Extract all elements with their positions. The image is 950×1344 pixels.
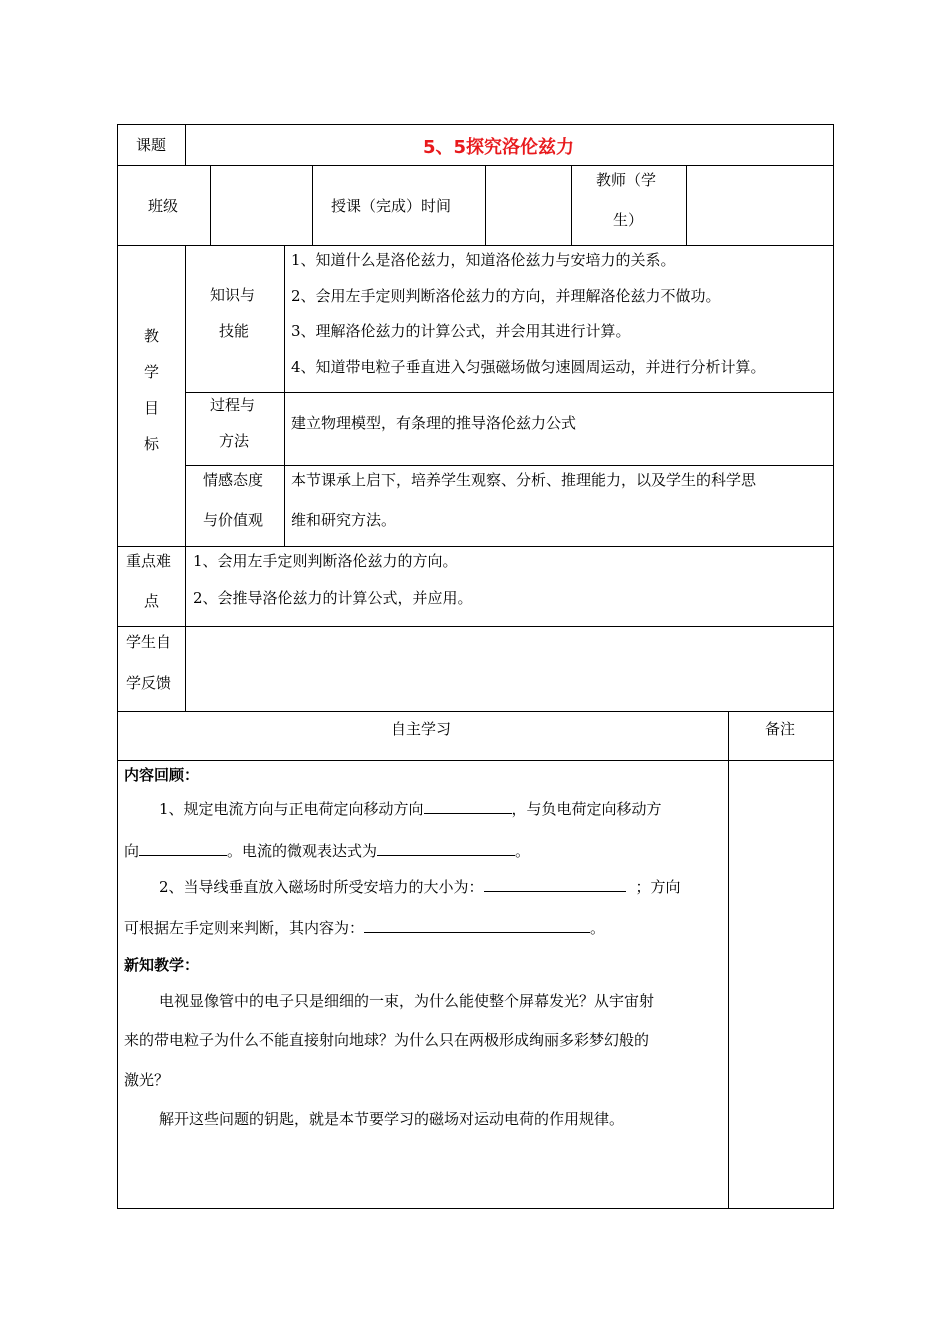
intro-paragraph-line: 电视显像管中的电子只是细细的一束，为什么能使整个屏幕发光？从宇宙射 [159,992,655,1010]
time-label: 授课（完成）时间 [331,197,452,215]
emotion-text-cont: 维和研究方法。 [291,511,397,529]
row-line [117,711,834,712]
teacher-label-cont: 生） [613,211,644,229]
class-label: 班级 [148,197,179,215]
row-line [117,626,834,627]
question-text: ，与负电荷定向移动方 [511,800,662,818]
answer-blank [377,841,515,856]
intro-paragraph-line: 激光？ [124,1071,170,1089]
process-label: 过程与 [210,396,256,414]
knowledge-item: 4、知道带电粒子垂直进入匀强磁场做匀速圆周运动，并进行分析计算。 [291,358,766,376]
emotion-text: 本节课承上启下，培养学生观察、分析、推理能力，以及学生的科学思 [291,471,757,489]
col-line [185,245,186,711]
question-text: 。电流的微观表达式为 [227,842,378,860]
row-line [117,165,834,166]
question-text: 向 [124,842,140,860]
key-points-label: 重点难 [126,552,172,570]
emotion-label: 情感态度 [203,471,264,489]
knowledge-item: 3、理解洛伦兹力的计算公式，并会用其进行计算。 [291,322,631,340]
process-text: 建立物理模型，有条理的推导洛伦兹力公式 [291,414,577,432]
question-2-line-2 [124,918,605,938]
page-title: 5、5探究洛伦兹力 [423,137,575,158]
objectives-label-char: 教 [144,327,160,345]
objectives-label-char: 目 [144,399,160,417]
answer-blank [424,799,512,814]
feedback-label: 学生自 [126,633,172,651]
review-heading: 内容回顾： [124,766,200,784]
process-label-cont: 方法 [219,432,250,450]
study-header: 自主学习 [391,720,452,738]
feedback-label-cont: 学反馈 [126,674,172,692]
col-line [312,165,313,246]
key-point-item: 1、会用左手定则判断洛伦兹力的方向。 [193,552,458,570]
col-line [686,165,687,246]
question-text: 1、规定电流方向与正电荷定向移动方向 [159,800,424,818]
col-line [210,165,211,246]
answer-blank [484,877,626,892]
question-text: 。 [590,919,606,937]
topic-label: 课题 [136,136,167,154]
row-line [185,465,834,466]
objectives-label-char: 学 [144,363,160,381]
key-point-item: 2、会推导洛伦兹力的计算公式，并应用。 [193,589,473,607]
col-line [284,245,285,547]
answer-blank [364,918,590,933]
knowledge-label: 知识与 [210,286,256,304]
col-line [571,165,572,246]
key-points-label-cont: 点 [144,592,160,610]
key-paragraph: 解开这些问题的钥匙，就是本节要学习的磁场对运动电荷的作用规律。 [159,1110,625,1128]
border-left [117,124,118,1209]
knowledge-item: 1、知道什么是洛伦兹力，知道洛伦兹力与安培力的关系。 [291,251,676,269]
question-1-line-2 [124,841,530,861]
question-2-line-1 [159,877,681,897]
teacher-label: 教师（学 [596,171,657,189]
emotion-label-cont: 与价值观 [203,511,264,529]
intro-paragraph-line: 来的带电粒子为什么不能直接射向地球？为什么只在两极形成绚丽多彩梦幻般的 [124,1031,650,1049]
answer-blank [139,841,227,856]
row-line [117,245,834,246]
question-text: 。 [515,842,531,860]
notes-header: 备注 [765,720,796,738]
objectives-label-char: 标 [144,435,160,453]
border-right [833,124,834,1209]
question-text: 2、当导线垂直放入磁场时所受安培力的大小为： [159,878,484,896]
col-line [185,124,186,166]
border-top [117,124,834,125]
new-knowledge-heading: 新知教学： [124,956,200,974]
row-line [117,760,834,761]
knowledge-label-cont: 技能 [219,322,250,340]
knowledge-item: 2、会用左手定则判断洛伦兹力的方向，并理解洛伦兹力不做功。 [291,287,721,305]
col-line [485,165,486,246]
question-text: 可根据左手定则来判断，其内容为： [124,919,365,937]
border-bottom [117,1208,834,1209]
question-1-line-1 [159,799,662,819]
row-line [185,392,834,393]
question-text: ；方向 [635,878,681,896]
col-line [728,711,729,1209]
row-line [117,546,834,547]
